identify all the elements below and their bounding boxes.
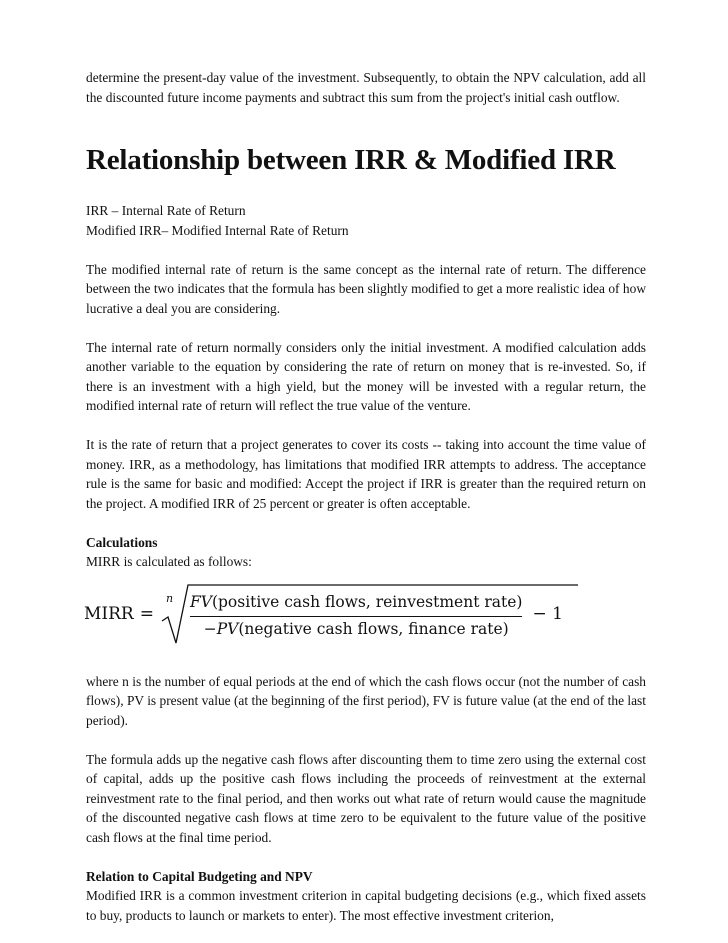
section-heading: Relationship between IRR & Modified IRR — [86, 144, 616, 176]
capital-budgeting-text: Modified IRR is a common investment criterion in capital budgeting decisions (e.g., which fixed assets to buy, products to launch or markets to enter). The most effective investment criterion, — [86, 888, 646, 923]
denominator-arguments: (negative cash flows, finance rate) — [238, 620, 509, 639]
document-page — [86, 68, 646, 925]
paragraph-formula-explanation: The formula adds up the negative cash flows after discounting them to time zero using the external cost of capital, adds up the positive cash flows including the proceeds of reinvestment at the external reinvestment rate to the final period, and then works out what rate of return would cause the magnitude of the discounted negative cash flows at time zero to be equivalent to the future value of the positive cash flows at the final time period. — [86, 751, 646, 845]
formula-equals: = — [139, 603, 154, 624]
definitions-block — [86, 201, 646, 240]
radical-sign-icon — [160, 583, 580, 647]
paragraph-rate-of-return: It is the rate of return that a project generates to cover its costs -- taking into account the time value of money. IRR, as a methodology, has limitations that modified IRR attempts to address. The acceptance rule is the same for basic and modified: Accept the project if IRR is greater than the required return on the project. A modified IRR of 25 percent or greater is often acceptable. — [86, 437, 646, 511]
formula-radical — [160, 583, 522, 647]
intro-paragraph: determine the present-day value of the investment. Subsequently, to obtain the NPV calculation, add all the discounted future income payments and subtract this sum from the project's initial cash outflow. — [86, 70, 646, 105]
calculations-block — [86, 533, 646, 572]
paragraph-initial-investment: The internal rate of return normally considers only the initial investment. A modified calculation adds another variable to the equation by considering the rate of return on money that is re-invested. So, if there is an investment with a high yield, but the money will be invested with a regular return, the modified internal rate of return will reflect the true value of the venture. — [86, 339, 646, 413]
mirr-formula — [84, 574, 646, 656]
numerator-function: FV — [189, 593, 212, 612]
capital-budgeting-block — [86, 867, 646, 926]
numerator-arguments: (positive cash flows, reinvestment rate) — [211, 593, 523, 612]
formula-tail: − 1 — [532, 603, 563, 624]
paragraph-variables: where n is the number of equal periods at the end of which the cash flows occur (not the number of cash flows), PV is present value (at the beginning of the first period), FV is future value (at the end of the last period). — [86, 673, 646, 728]
calculations-title: Calculations — [86, 534, 158, 550]
formula-lhs: MIRR — [84, 603, 134, 624]
formula-root-index: n — [165, 591, 174, 605]
denominator-function: −PV — [203, 620, 239, 639]
paragraph-concept: The modified internal rate of return is the same concept as the internal rate of return. The difference between the two indicates that the formula has been slightly modified to get a more realistic idea of how lucrative a deal you are considering. — [86, 261, 646, 316]
mirr-definition: Modified IRR– Modified Internal Rate of Return — [86, 222, 349, 238]
irr-definition: IRR – Internal Rate of Return — [86, 203, 246, 218]
calculations-intro: MIRR is calculated as follows: — [86, 554, 252, 569]
capital-budgeting-title: Relation to Capital Budgeting and NPV — [86, 868, 313, 884]
